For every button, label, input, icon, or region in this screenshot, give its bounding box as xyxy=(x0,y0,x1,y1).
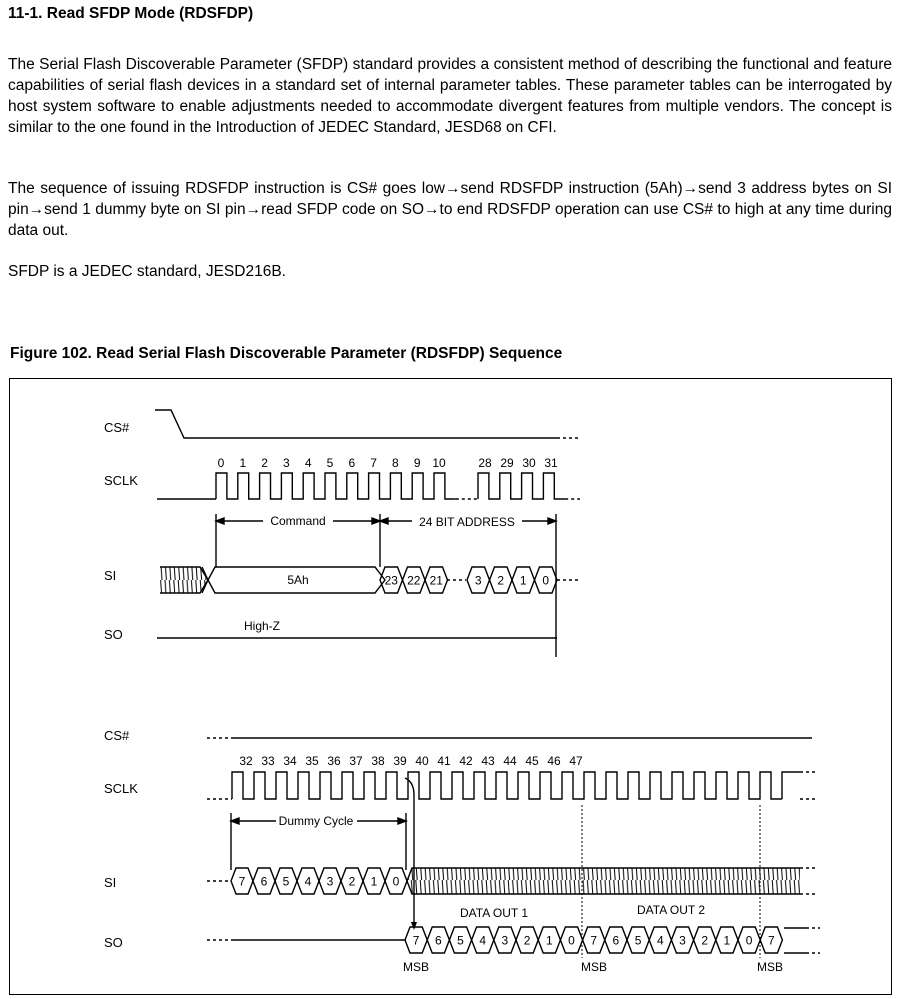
si-dont-care xyxy=(407,868,800,894)
clock-number: 43 xyxy=(481,754,495,768)
label-cs-top: CS# xyxy=(104,420,130,435)
clock-number: 10 xyxy=(432,456,446,470)
cs-waveform-top xyxy=(155,410,557,438)
data-out-1-label: DATA OUT 1 xyxy=(459,906,529,920)
sclk-pulses-top-a xyxy=(216,473,456,499)
data-out-bit-label: 3 xyxy=(679,933,686,948)
data-out-bit-label: 0 xyxy=(745,933,753,948)
address-bit-label: 2 xyxy=(497,573,505,588)
clock-number: 46 xyxy=(547,754,561,768)
clock-number: 4 xyxy=(304,456,312,470)
address-bit-label: 21 xyxy=(429,573,443,588)
dummy-cycle-label: Dummy Cycle xyxy=(278,814,354,828)
clock-number: 36 xyxy=(327,754,341,768)
label-cs-bottom: CS# xyxy=(104,728,130,743)
address-bit-label: 0 xyxy=(542,573,550,588)
data-out-bit-label: 4 xyxy=(479,933,487,948)
data-out-bit-label: 6 xyxy=(612,933,620,948)
clock-number: 45 xyxy=(525,754,539,768)
clock-number: 0 xyxy=(217,456,225,470)
sclk-waveform-bottom xyxy=(232,772,800,799)
data-out-bit-label: 7 xyxy=(590,933,598,948)
dummy-bit-label: 6 xyxy=(260,874,268,889)
clock-number: 32 xyxy=(239,754,253,768)
si-waveform-top xyxy=(160,567,385,593)
sclk-numbers-top xyxy=(218,456,558,470)
instruction-5ah: 5Ah xyxy=(287,573,309,587)
section-heading: 11-1. Read SFDP Mode (RDSFDP) xyxy=(8,5,254,22)
address-bits xyxy=(380,567,557,593)
clock-number: 31 xyxy=(544,456,558,470)
label-so-top: SO xyxy=(104,627,123,642)
dummy-bit-label: 4 xyxy=(304,874,312,889)
msb-label-3: MSB xyxy=(756,960,784,974)
dummy-bit-label: 7 xyxy=(238,874,246,889)
sclk-numbers-bottom xyxy=(239,754,583,768)
label-si-top: SI xyxy=(104,568,117,583)
label-sclk-top: SCLK xyxy=(104,473,138,488)
clock-number: 1 xyxy=(239,456,247,470)
clock-number: 7 xyxy=(370,456,377,470)
dummy-bit-label: 1 xyxy=(370,874,378,889)
clock-number: 40 xyxy=(415,754,429,768)
address-bit-label: 1 xyxy=(519,573,527,588)
data-out-bit-label: 1 xyxy=(545,933,553,948)
label-si-bottom: SI xyxy=(104,875,117,890)
clock-number: 47 xyxy=(569,754,583,768)
clock-number: 28 xyxy=(478,456,492,470)
msb-label-1: MSB xyxy=(402,960,430,974)
sclk-end-bottom xyxy=(782,772,800,799)
address-label: 24 BIT ADDRESS xyxy=(419,515,515,529)
so-high-z-label: High-Z xyxy=(243,619,281,633)
clock-number: 44 xyxy=(503,754,517,768)
msb-label-2: MSB xyxy=(580,960,608,974)
data-out-bit-label: 4 xyxy=(656,933,664,948)
dummy-bit-label: 2 xyxy=(348,874,356,889)
address-bit-label: 3 xyxy=(474,573,482,588)
command-label: Command xyxy=(270,514,326,528)
sclk-pulses-top-b xyxy=(478,473,565,499)
data-out-bit-label: 3 xyxy=(501,933,509,948)
figure-caption: Figure 102. Read Serial Flash Discoverable Parameter (RDSFDP) Sequence xyxy=(10,345,563,362)
data-out-bit-label: 2 xyxy=(701,933,709,948)
data-out-bit-label: 7 xyxy=(412,933,420,948)
so-waveform-bottom xyxy=(232,927,782,953)
clock-number: 30 xyxy=(522,456,536,470)
clock-number: 35 xyxy=(305,754,319,768)
data-out-bit-label: 5 xyxy=(457,933,464,948)
clock-number: 3 xyxy=(283,456,290,470)
data-out-bit-label: 1 xyxy=(723,933,731,948)
clock-number: 38 xyxy=(371,754,385,768)
dummy-bit-label: 5 xyxy=(282,874,290,889)
clock-number: 6 xyxy=(348,456,356,470)
clock-number: 37 xyxy=(349,754,363,768)
data-out-bit-label: 7 xyxy=(767,933,775,948)
paragraph-sfdp-intro: The Serial Flash Discoverable Parameter (SFDP) standard provides a consistent method of describing the functional and feature capabilities of serial flash devices in a standard set of internal parameter tables. These parameter tables can be interrogated by host system software to enable adjustments needed to accommodate divergent features from multiple vendors. The concept is similar to the one found in the Introduction of JEDEC Standard, JESD68 on CFI. xyxy=(8,56,892,136)
paragraph-rdsfdp-sequence: The sequence of issuing RDSFDP instruction is CS# goes low→send RDSFDP instruction (5Ah)→send 3 address bytes on SI pin→send 1 dummy byte on SI pin→read SFDP code on SO→to end RDSFDP operation can use CS# to high at any time during data out. xyxy=(8,180,892,239)
label-sclk-bottom: SCLK xyxy=(104,781,138,796)
address-bit-label: 22 xyxy=(407,573,421,588)
paragraph-jedec-standard: SFDP is a JEDEC standard, JESD216B. xyxy=(8,263,286,280)
data-out-bit-label: 6 xyxy=(434,933,442,948)
label-so-bottom: SO xyxy=(104,935,123,950)
clock-number: 42 xyxy=(459,754,473,768)
data-out-2-label: DATA OUT 2 xyxy=(636,903,706,917)
address-bit-label: 23 xyxy=(384,573,398,588)
data-out-bit-label: 0 xyxy=(568,933,575,948)
si-waveform-bottom xyxy=(231,868,800,894)
clock-number: 5 xyxy=(326,456,334,470)
clock-number: 33 xyxy=(261,754,275,768)
clock-number: 2 xyxy=(261,456,268,470)
data-out-bit-label: 2 xyxy=(523,933,531,948)
clock-number: 29 xyxy=(500,456,514,470)
sclk-pulses-bottom xyxy=(232,772,782,799)
sclk-waveform-top xyxy=(157,473,580,499)
clock-number: 34 xyxy=(283,754,297,768)
clock-number: 9 xyxy=(413,456,421,470)
clock-number: 8 xyxy=(392,456,399,470)
clock-number: 39 xyxy=(393,754,407,768)
clock-number: 41 xyxy=(437,754,451,768)
data-out-bit-label: 5 xyxy=(634,933,642,948)
dummy-bit-label: 0 xyxy=(392,874,400,889)
dummy-bit-label: 3 xyxy=(326,874,334,889)
